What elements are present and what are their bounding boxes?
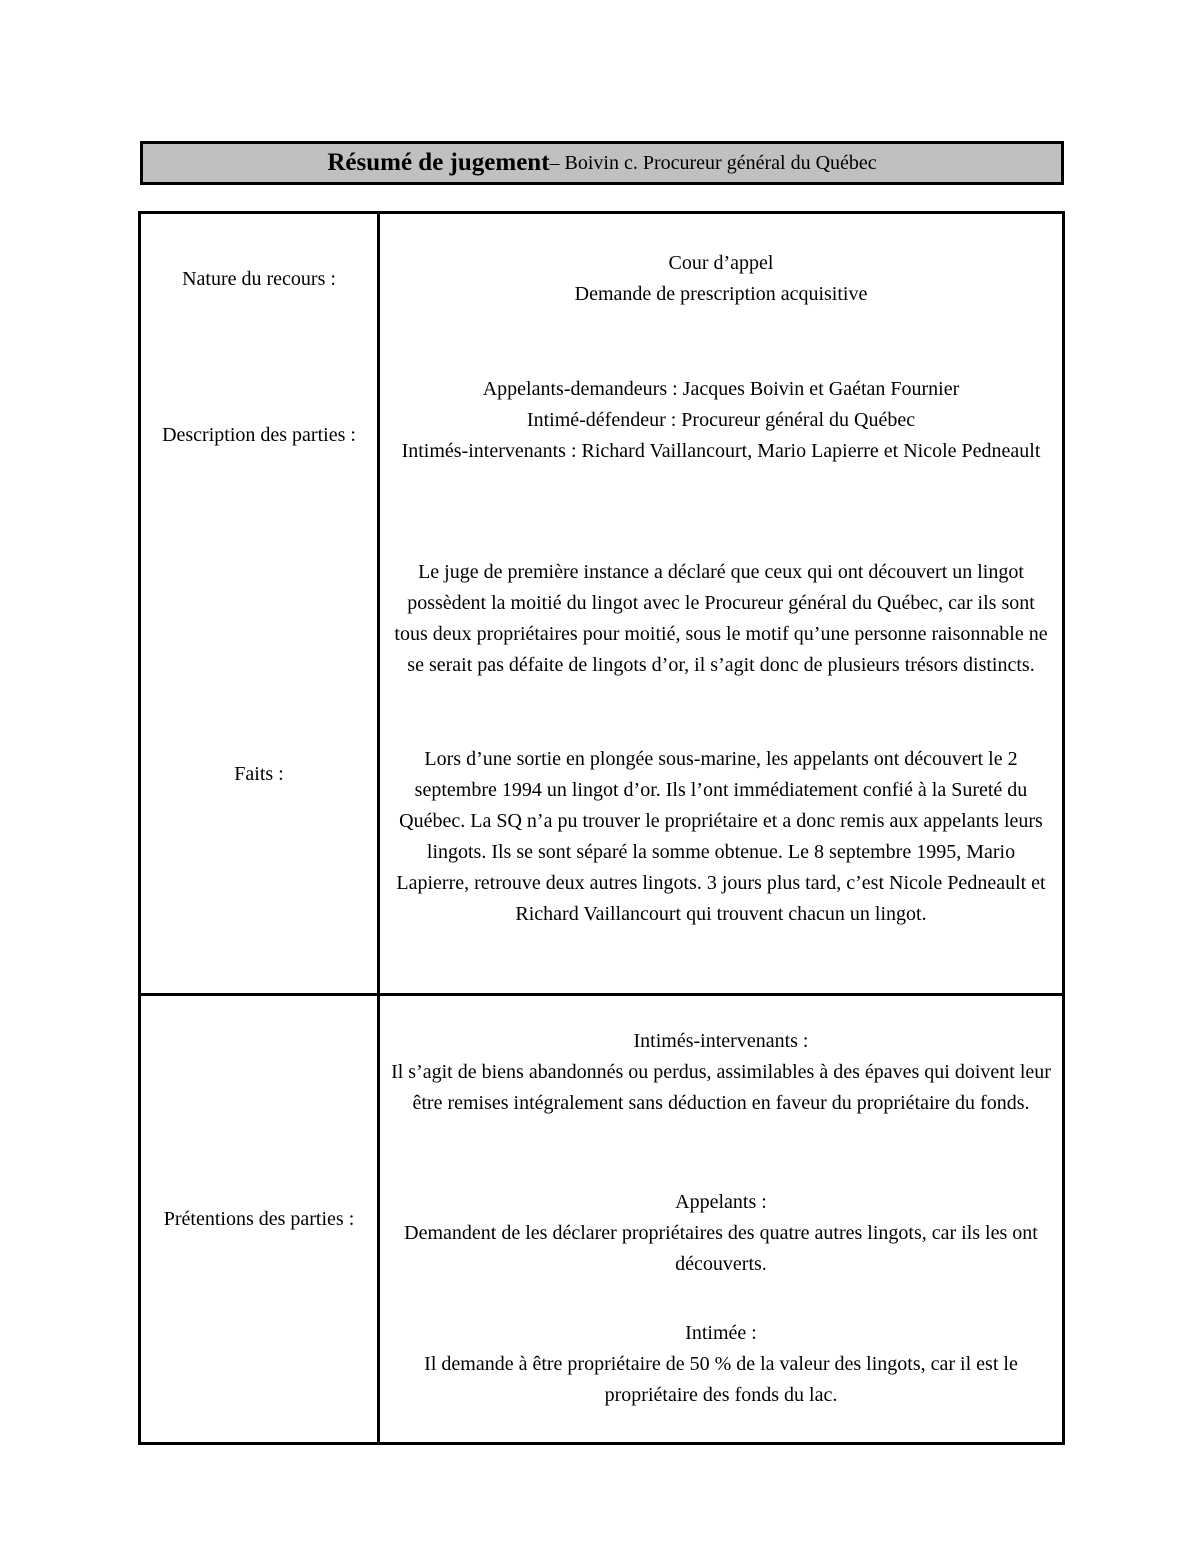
- appelants-heading: Appelants :: [675, 1191, 767, 1213]
- label-pretentions: Prétentions des parties :: [163, 1208, 355, 1230]
- label-column: [141, 214, 380, 993]
- faits-paragraph-2: Lors d’une sortie en plongée sous-marine, les appelants ont découvert le 2 septembre 1994 un lingot d’or. Ils l’ont immédiatement confié à la Sureté du Québec. La SQ n’a pu trouver le propriétaire et a donc remis aux appelants leurs lingots. Ils se sont séparé la somme obtenue. Le 8 septembre 1995, Mario Lapierre, retrouve deux autres lingots. 3 jours plus tard, c’est Nicole Pedneault et Richard Vaillancourt qui trouvent chacun un lingot.: [396, 748, 1046, 925]
- label-column-pretentions: [141, 996, 380, 1442]
- nature-court: Cour d’appel: [668, 252, 774, 274]
- table-row-pretentions: [141, 993, 1062, 1442]
- title-bold: Résumé de jugement: [327, 149, 550, 176]
- pretentions-appelants: [380, 1187, 1062, 1280]
- parties-appelants: Appelants-demandeurs : Jacques Boivin et Gaétan Fournier: [482, 378, 960, 400]
- intimee-heading: Intimée :: [685, 1322, 757, 1344]
- nature-demand: Demande de prescription acquisitive: [574, 283, 868, 305]
- label-parties: Description des parties :: [162, 424, 356, 446]
- intervenants-heading: Intimés-intervenants :: [633, 1030, 809, 1052]
- pretentions-content: [380, 996, 1062, 1442]
- judgment-summary-table: [138, 211, 1065, 1445]
- parties-intime: Intimé-défendeur : Procureur général du Québec: [526, 409, 916, 431]
- intimee-text: Il demande à être propriétaire de 50 % de la valeur des lingots, car il est le propriétaire des fonds du lac.: [424, 1353, 1018, 1406]
- faits-paragraph-1: Le juge de première instance a déclaré que ceux qui ont découvert un lingot possèdent la moitié du lingot avec le Procureur général du Québec, car ils sont tous deux propriétaires pour moitié, sous le motif qu’une personne raisonnable ne se serait pas défaite de lingots d’or, il s’agit donc de plusieurs trésors distincts.: [394, 561, 1048, 676]
- nature-content: [380, 248, 1062, 310]
- document-title: [140, 141, 1064, 185]
- table-row-main: [141, 214, 1062, 993]
- parties-content: [380, 374, 1062, 467]
- intervenants-text: Il s’agit de biens abandonnés ou perdus, assimilables à des épaves qui doivent leur être remises intégralement sans déduction en faveur du propriétaire du fonds.: [391, 1061, 1051, 1114]
- parties-intervenants: Intimés-intervenants : Richard Vaillancourt, Mario Lapierre et Nicole Pedneault: [401, 440, 1041, 462]
- appelants-text: Demandent de les déclarer propriétaires des quatre autres lingots, car ils les ont découverts.: [404, 1222, 1038, 1275]
- pretentions-intimee: [380, 1318, 1062, 1411]
- label-nature: Nature du recours :: [182, 268, 336, 290]
- content-column: [380, 214, 1062, 993]
- title-case-name: – Boivin c. Procureur général du Québec: [549, 151, 877, 174]
- label-faits: Faits :: [234, 763, 284, 785]
- pretentions-intervenants: [380, 1026, 1062, 1119]
